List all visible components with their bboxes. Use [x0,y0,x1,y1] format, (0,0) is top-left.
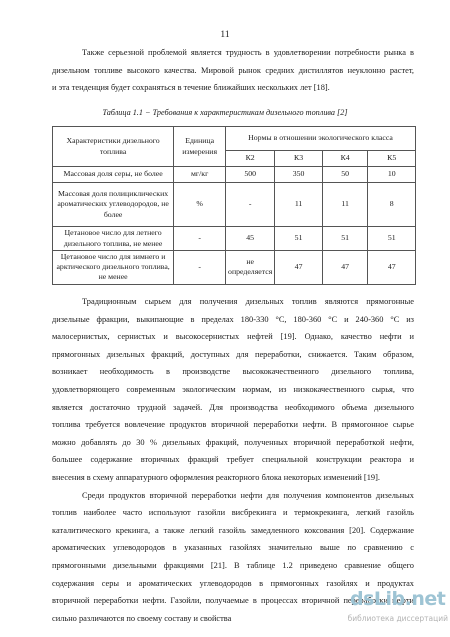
text-line: прямогонных дизельных фракций, доступных для переработки, снижается. Таким образом, [52,349,414,359]
row-value: 47 [322,251,368,285]
body-paragraphs [52,293,414,627]
row-value: 45 [226,227,275,251]
table-header-row [53,127,416,151]
class-k2: К2 [226,151,275,167]
row-value: 47 [368,251,416,285]
row-value: 51 [368,227,416,251]
row-value: 11 [275,183,323,227]
table-row [53,227,416,251]
text-line: дизельном топливе высокого качества. Мировой рынок средних дистиллятов неуклонно растет, [52,65,414,75]
text-line: Среди продуктов вторичной переработки нефти для получения компонентов дизельных [82,490,414,500]
row-name: Массовая доля полициклических ароматических углеводородов, не более [53,183,174,227]
header-norms: Нормы в отношении экологического класса [226,127,416,151]
row-name: Массовая доля серы, не более [53,167,174,183]
row-value: 350 [275,167,323,183]
table-row [53,251,416,285]
row-name: Цетановое число для летнего дизельного топлива, не менее [53,227,174,251]
text-line: вторичной переработки нефти. Газойли, получаемые в процессах вторичной переработки нефти [52,596,414,606]
table-row [53,167,416,183]
header-unit: Единица измерения [174,127,226,167]
text-line: топлив наиболее часто используют газойли висбрекинга и термокрекинга, легкий газойль [52,508,414,518]
text-line: можно добавлять до 30 % дизельных фракций, полученных вторичной переработкой нефти, [52,437,414,447]
text-line: ароматических углеводородов в указанных газойлях значительно выше по сравнению с [52,543,414,553]
watermark [330,588,448,634]
class-k4: К4 [322,151,368,167]
text-line: Также серьезной проблемой является трудность в удовлетворении потребности рынка в [82,48,414,57]
row-unit: мг/кг [174,167,226,183]
text-line: сильно различаются по своему составу и свойства [52,613,232,623]
header-characteristic: Характеристики дизельного топлива [53,127,174,167]
row-value: 51 [275,227,323,251]
text-line: Традиционным сырьем для получения дизельных топлив являются прямогонные [82,297,414,306]
watermark-subtitle: библиотека диссертаций [347,614,448,623]
row-name: Цетановое число для зимнего и арктического дизельного топлива, не менее [53,251,174,285]
text-line: содержания серы и ароматических углеводородов в прямогонных газойлях и продуктах [52,578,414,588]
text-line: большее содержание вторичных фракций требует специальной конструкции реактора и [52,455,414,465]
text-line: дизельные фракции, выкипающие в пределах 180-330 °С, 180-360 °С и 240-360 °С из [52,314,414,324]
text-line: малосернистых, сернистых и высокосернистых нефтей [19]. Однако, качество нефти и [52,332,414,342]
text-line: удовлетворяющего современным экологическим нормам, из низкокачественного сырья, что [52,384,414,394]
text-line: прямогонными дизельными фракциями [21]. В таблице 1.2 приведено сравнение общего [52,560,414,570]
text-line: является достаточно трудной задачей. Для производства необходимого объема дизельного [52,402,414,412]
text-line: внесения в схему аппаратурного оформления реакторного блока некоторых изменений [19]. [52,472,380,482]
requirements-table [52,126,416,285]
row-value: 51 [322,227,368,251]
text-line: каталитического крекинга, а также легкий газойль замедленного коксования [20]. Содержание [52,525,414,535]
text-line: возникает необходимость в производстве высококачественного дизельного топлива, [52,367,414,377]
row-value: 500 [226,167,275,183]
table-caption: Таблица 1.1 − Требования к характеристикам дизельного топлива [2] [102,108,348,117]
row-value: - [226,183,275,227]
row-unit: % [174,183,226,227]
watermark-logo: dsLib.net [350,588,446,610]
row-value: 47 [275,251,323,285]
table-row [53,183,416,227]
row-value: 10 [368,167,416,183]
text-line: и эта тенденция будет сохраняться в течение ближайших нескольких лет [18]. [52,83,330,93]
text-line: топлива требуется вовлечение продуктов вторичной переработки нефти. В прямогонное сырье [52,420,414,430]
intro-paragraph [52,44,414,97]
row-value: 8 [368,183,416,227]
row-unit: - [174,227,226,251]
row-value: 11 [322,183,368,227]
row-unit: - [174,251,226,285]
row-value: 50 [322,167,368,183]
page-number: 11 [220,30,230,40]
class-k3: К3 [275,151,323,167]
row-value: не определяется [226,251,275,285]
class-k5: К5 [368,151,416,167]
